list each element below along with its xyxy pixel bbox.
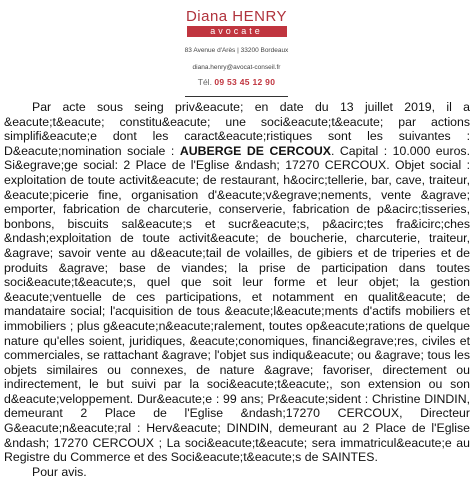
- notice-body: [4, 100, 470, 479]
- email: diana.henry@avocat-conseil.fr: [192, 64, 281, 71]
- company-name: AUBERGE DE CERCOUX: [179, 143, 331, 158]
- address: 83 Avenue d'Arès | 33200 Bordeaux: [184, 47, 289, 54]
- logo-name: Diana HENRY: [185, 8, 288, 25]
- notice-text-part1: Par acte sous seing priv&eacute; en date du 13 juillet 2019, il a &eacute;t&eacute; constitu&eacute; une soci&eacute;t&eacute; par actions simplifi&eacute;e dont les caract&eacute;ristiques sont les suivantes : D&eacute;nomination sociale :: [4, 100, 470, 158]
- telephone-number: 09 53 45 12 90: [214, 77, 276, 87]
- telephone-label: Tél.: [197, 77, 212, 87]
- notice-closing: Pour avis.: [32, 464, 87, 479]
- divider: [185, 96, 288, 97]
- notice-text-part2: . Capital : 10.000 euros. Si&egrave;ge social: 2 Place de l'Eglise &ndash; 17270 CERCOUX. Objet social : exploitation de toute activit&eacute; de restaurant, h&ocirc;tellerie, bar, cave, traiteur, &eacute;picerie fine, organisation d'&eacute;v&egrave;nements, vente &agrave; emporter, fabrication de charcuterie, conserverie, fabrication de p&acirc;tisseries, bonbons, biscuits sal&eacute;s et sucr&eacute;s, p&acirc;tes fra&icirc;ches &ndash;exploitation de toute activit&eacute; de boucherie, charcuterie, traiteur, &agrave; savoir vente au d&eacute;tail de volailles, de gibiers et de triperies et de produits &agrave; base de viandes; la prise de participation dans toutes soci&eacute;t&eacute;s, quel que soit leur forme et leur objet; la gestion &eacute;ventuelle de ces participations, et notamment en qualit&eacute; de mandataire social; l'acquisition de tous &eacute;l&eacute;ments d'actifs mobiliers et immobiliers ; plus g&eacute;n&eacute;ralement, toutes op&eacute;rations de quelque nature qu'elles soient, juridiques, &eacute;conomiques, financi&egrave;res, civiles et commerciales, se rattachant &agrave; l'objet sus indiqu&eacute; ou &agrave; tous les objets similaires ou connexes, de nature &agrave; favoriser, directement ou indirectement, le but suivi par la soci&eacute;t&eacute;, son extension ou son d&eacute;veloppement. Dur&eacute;e : 99 ans; Pr&eacute;sident : Christine DINDIN, demeurant 2 Place de l'Eglise &ndash;17270 CERCOUX, Directeur G&eacute;n&eacute;ral : Herv&eacute; DINDIN, demeurant au 2 Place de l'Eglise &ndash; 17270 CERCOUX ; La soci&eacute;t&eacute; sera immatricul&eacute;e au Registre du Commerce et des Soci&eacute;t&eacute;s de SAINTES.: [4, 143, 470, 465]
- logo-title: avocate: [210, 26, 263, 36]
- letterhead: [0, 8, 473, 88]
- telephone: [0, 77, 473, 88]
- notice-paragraph: [4, 100, 470, 465]
- logo: [183, 8, 291, 38]
